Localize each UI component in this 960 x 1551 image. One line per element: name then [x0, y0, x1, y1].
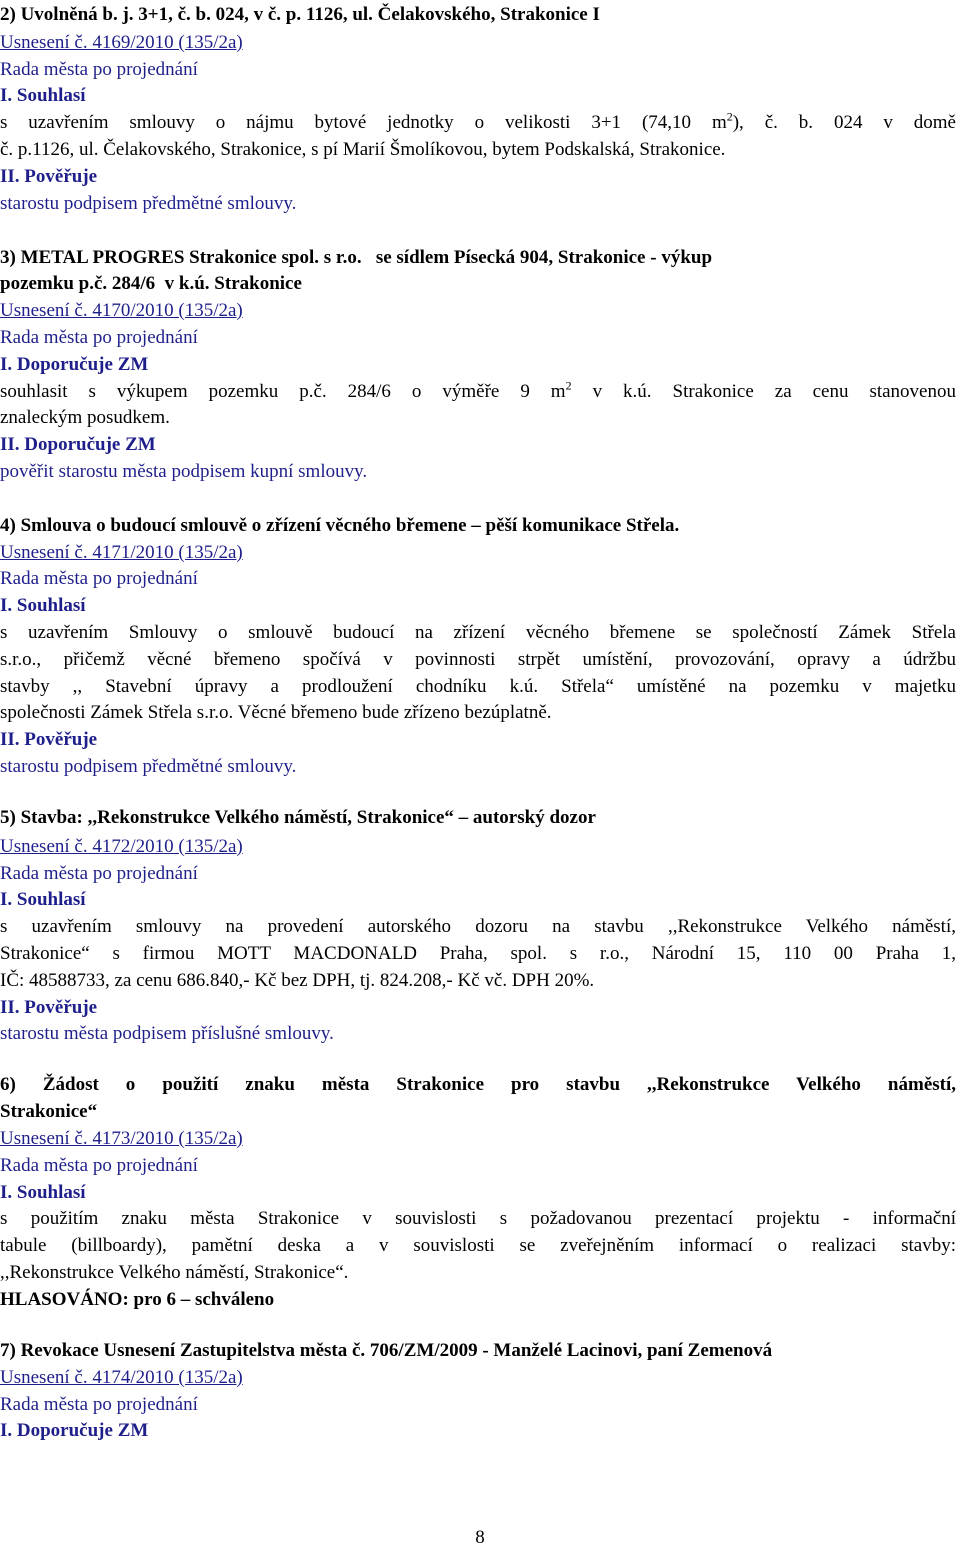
section-7-heading: 7) Revokace Usnesení Zastupitelstva města č. 706/ZM/2009 - Manželé Lacinovi, paní Zemenová [0, 1340, 773, 1361]
section-5-council: Rada města po projednání [0, 863, 198, 884]
section-6-vote: HLASOVÁNO: pro 6 – schváleno [0, 1289, 275, 1310]
section-2-heading: 2) Uvolněná b. j. 3+1, č. b. 024, v č. p. 1126, ul. Čelakovského, Strakonice I [0, 4, 600, 25]
section-6-item-i-line-2: tabule (billboardy), pamětní deska a v souvislosti se zveřejněním informací o realizaci stavby: [0, 1235, 956, 1256]
section-3-item-ii-label: II. Doporučuje ZM [0, 434, 156, 455]
section-6-heading-line-2: Strakonice“ [0, 1101, 98, 1122]
section-5-heading: 5) Stavba: ,,Rekonstrukce Velkého náměstí, Strakonice“ – autorský dozor [0, 807, 596, 828]
section-5-item-i-line-2: Strakonice“ s firmou MOTT MACDONALD Praha, spol. s r.o., Národní 15, 110 00 Praha 1, [0, 943, 956, 964]
page-number: 8 [475, 1527, 485, 1548]
section-5-item-i-line-3: IČ: 48588733, za cenu 686.840,- Kč bez DPH, tj. 824.208,- Kč vč. DPH 20%. [0, 970, 595, 991]
section-2-item-ii-label: II. Pověřuje [0, 166, 98, 187]
section-4-heading: 4) Smlouva o budoucí smlouvě o zřízení věcného břemene – pěší komunikace Střela. [0, 515, 680, 536]
section-2-council: Rada města po projednání [0, 59, 198, 80]
section-6-item-i-label: I. Souhlasí [0, 1182, 86, 1203]
section-7-council: Rada města po projednání [0, 1394, 198, 1415]
section-5-item-i-line-1: s uzavřením smlouvy na provedení autorského dozoru na stavbu ,,Rekonstrukce Velkého náměstí, [0, 916, 956, 937]
section-4-item-i-label: I. Souhlasí [0, 595, 86, 616]
section-4-item-ii-text: starostu podpisem předmětné smlouvy. [0, 756, 297, 777]
section-3-council: Rada města po projednání [0, 327, 198, 348]
section-5-resolution: Usnesení č. 4172/2010 (135/2a) [0, 836, 243, 857]
section-4-item-i-line-3: stavby ,, Stavební úpravy a prodloužení chodníku k.ú. Střela“ umístěné na pozemku v majetku [0, 676, 956, 697]
section-5-item-ii-text: starostu města podpisem příslušné smlouvy. [0, 1023, 334, 1044]
section-3-heading-line-1: 3) METAL PROGRES Strakonice spol. s r.o. se sídlem Písecká 904, Strakonice - výkup [0, 247, 713, 268]
section-6-resolution: Usnesení č. 4173/2010 (135/2a) [0, 1128, 243, 1149]
section-6-council: Rada města po projednání [0, 1155, 198, 1176]
section-6-item-i-line-1: s použitím znaku města Strakonice v souvislosti s požadovanou prezentací projektu - informační [0, 1208, 956, 1229]
section-4-resolution: Usnesení č. 4171/2010 (135/2a) [0, 542, 243, 563]
section-3-item-i-line-1: souhlasit s výkupem pozemku p.č. 284/6 o výměře 9 $m^2$ v k.ú. Strakonice za cenu stanovenou [0, 378, 956, 402]
section-5-item-i-label: I. Souhlasí [0, 889, 86, 910]
section-4-item-ii-label: II. Pověřuje [0, 729, 98, 750]
section-2-item-i-line-1: s uzavřením smlouvy o nájmu bytové jednotky o velikosti 3+1 (74,10 $m^2$), č. b. 024 v domě [0, 109, 956, 133]
section-5-item-ii-label: II. Pověřuje [0, 997, 98, 1018]
section-4-item-i-line-2: s.r.o., přičemž věcné břemeno spočívá v povinnosti strpět umístění, provozování, opravy a údržbu [0, 649, 956, 670]
section-6-heading-line-1: 6) Žádost o použití znaku města Strakonice pro stavbu ,,Rekonstrukce Velkého náměstí, [0, 1074, 956, 1095]
section-3-item-ii-text: pověřit starostu města podpisem kupní smlouvy. [0, 461, 368, 482]
section-6-item-i-line-3: ,,Rekonstrukce Velkého náměstí, Strakonice“. [0, 1262, 349, 1283]
section-7-item-i-label: I. Doporučuje ZM [0, 1420, 149, 1441]
section-7-resolution: Usnesení č. 4174/2010 (135/2a) [0, 1367, 243, 1388]
section-2-item-ii-text: starostu podpisem předmětné smlouvy. [0, 193, 297, 214]
section-2-resolution: Usnesení č. 4169/2010 (135/2a) [0, 32, 243, 53]
section-3-item-i-label: I. Doporučuje ZM [0, 354, 149, 375]
section-4-council: Rada města po projednání [0, 568, 198, 589]
section-3-resolution: Usnesení č. 4170/2010 (135/2a) [0, 300, 243, 321]
section-3-item-i-line-2: znaleckým posudkem. [0, 407, 170, 428]
section-4-item-i-line-1: s uzavřením Smlouvy o smlouvě budoucí na zřízení věcného břemene se společností Zámek Střela [0, 622, 956, 643]
section-2-item-i-line-2: č. p.1126, ul. Čelakovského, Strakonice, s pí Marií Šmolíkovou, bytem Podskalská, Strakonice. [0, 139, 726, 160]
section-4-item-i-line-4: společnosti Zámek Střela s.r.o. Věcné břemeno bude zřízeno bezúplatně. [0, 702, 552, 723]
section-3-heading-line-2: pozemku p.č. 284/6 v k.ú. Strakonice [0, 273, 302, 294]
section-2-item-i-label: I. Souhlasí [0, 85, 86, 106]
